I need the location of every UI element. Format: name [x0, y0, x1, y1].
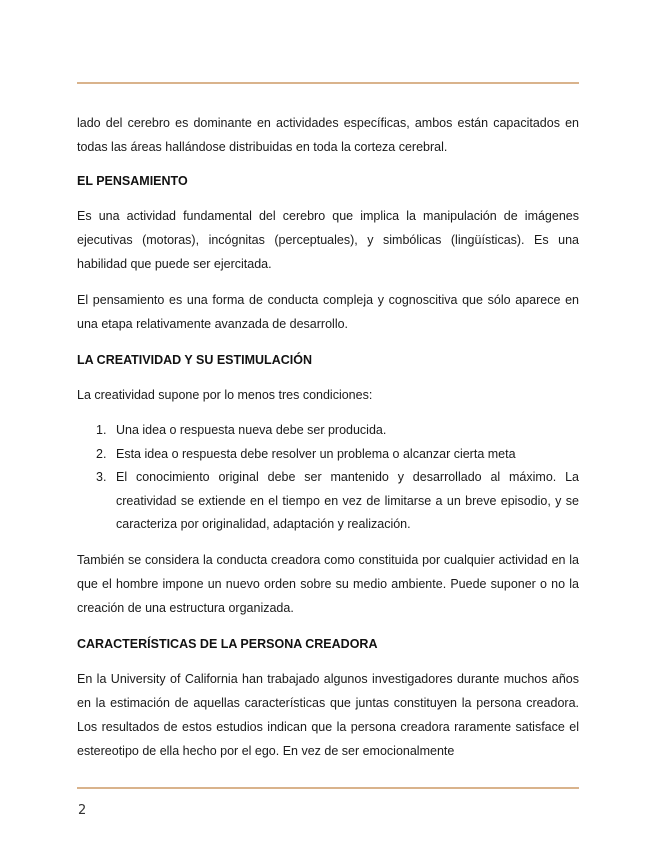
caracteristicas-paragraph: En la University of California han trabajado algunos investigadores durante muchos años en la estimación de aquellas características que juntas constituyen la persona creadora. Los resultados de estos estudios indican que la persona creadora raramente satisface el estereotipo de ella hecho por el ego. En vez de ser emocionalmente [77, 671, 579, 758]
list-item-number: 1. [96, 423, 107, 437]
section-heading-creatividad: LA CREATIVIDAD Y SU ESTIMULACIÓN [77, 353, 312, 367]
header-divider [77, 82, 579, 84]
continuation-paragraph: lado del cerebro es dominante en actividades específicas, ambos están capacitados en todas las áreas hallándose distribuidas en toda la corteza cerebral. [77, 116, 579, 154]
section-heading-pensamiento: EL PENSAMIENTO [77, 174, 188, 188]
list-item-text: Esta idea o respuesta debe resolver un problema o alcanzar cierta meta [116, 446, 516, 461]
list-item [77, 419, 579, 443]
pensamiento-paragraph-1: Es una actividad fundamental del cerebro que implica la manipulación de imágenes ejecutivas (motoras), incógnitas (perceptuales), y simbólicas (lingüísticas). Es una habilidad que puede ser ejercitada. [77, 209, 579, 271]
page-number: 2 [78, 803, 87, 818]
list-item [77, 466, 579, 537]
creatividad-closing-paragraph: También se considera la conducta creadora como constituida por cualquier actividad en la que el hombre impone un nuevo orden sobre su medio ambiente. Puede suponer o no la creación de una estructura organizada. [77, 552, 579, 615]
list-item [77, 443, 579, 467]
conditions-list [77, 419, 579, 537]
list-item-text: El conocimiento original debe ser mantenido y desarrollado al máximo. La creatividad se extiende en el tiempo en vez de limitarse a un breve episodio, y se caracteriza por originalidad, adaptación y realización. [116, 470, 579, 531]
pensamiento-paragraph-2: El pensamiento es una forma de conducta compleja y cognoscitiva que sólo aparece en una etapa relativamente avanzada de desarrollo. [77, 293, 579, 331]
creatividad-intro: La creatividad supone por lo menos tres condiciones: [77, 388, 373, 402]
footer-divider [77, 787, 579, 789]
section-heading-caracteristicas: CARACTERÍSTICAS DE LA PERSONA CREADORA [77, 636, 378, 651]
list-item-text: Una idea o respuesta nueva debe ser producida. [116, 423, 387, 437]
page-body [77, 111, 579, 775]
list-item-number: 2. [96, 446, 107, 461]
list-item-number: 3. [96, 470, 107, 484]
